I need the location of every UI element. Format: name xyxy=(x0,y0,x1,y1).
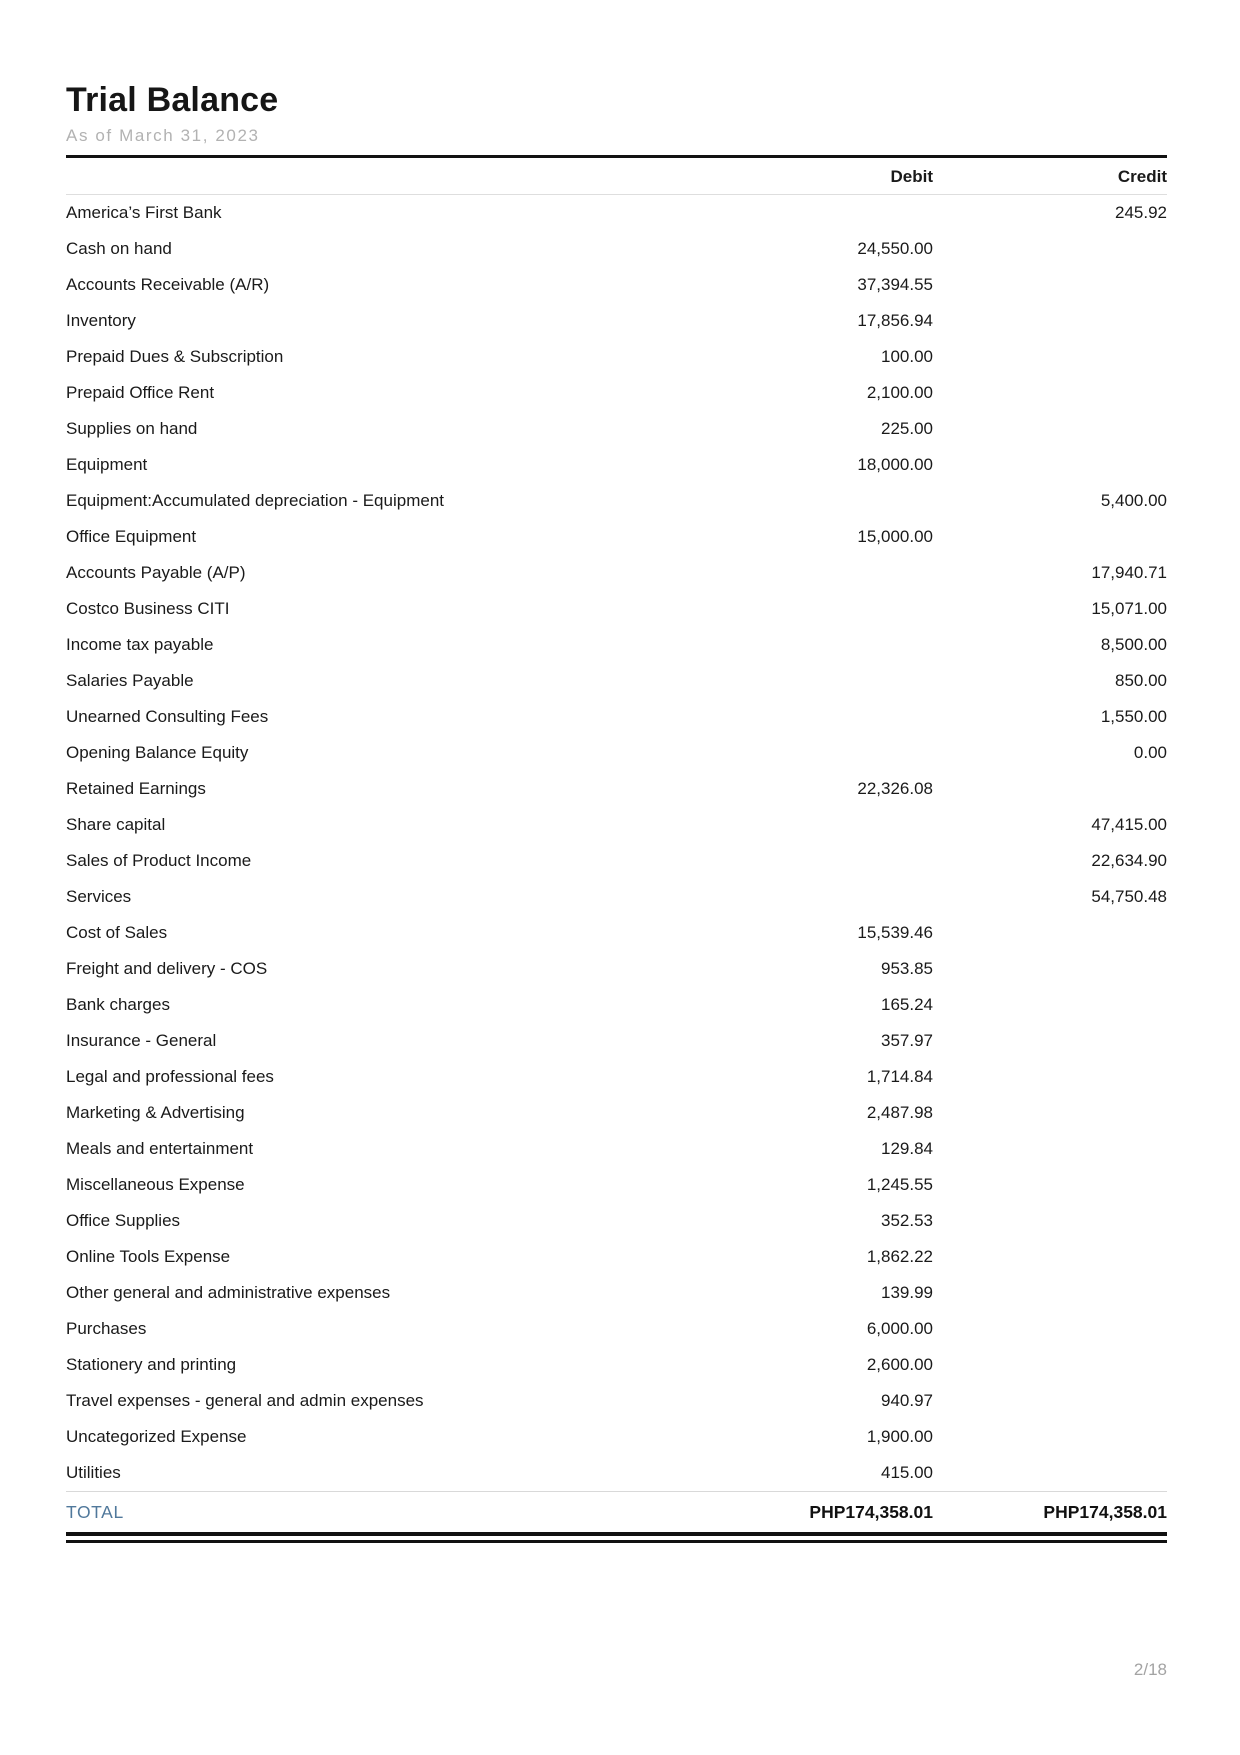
account-name: Prepaid Dues & Subscription xyxy=(66,347,284,367)
credit-value xyxy=(933,1275,1167,1311)
account-name: Costco Business CITI xyxy=(66,599,230,619)
table-row xyxy=(66,1167,1167,1203)
table-row xyxy=(66,1059,1167,1095)
debit-value: 352.53 xyxy=(881,1211,933,1231)
credit-value xyxy=(933,447,1167,483)
account-name: Income tax payable xyxy=(66,635,214,655)
table-row xyxy=(66,555,1167,591)
account-name: Accounts Receivable (A/R) xyxy=(66,275,270,295)
credit-value xyxy=(933,267,1167,303)
table-row xyxy=(66,951,1167,987)
credit-value xyxy=(933,1383,1167,1419)
account-name: Online Tools Expense xyxy=(66,1247,231,1267)
total-row xyxy=(66,1492,1167,1533)
header-row xyxy=(66,158,1167,195)
table-row xyxy=(66,663,1167,699)
account-name: Stationery and printing xyxy=(66,1355,237,1375)
table-row xyxy=(66,915,1167,951)
account-name: Cash on hand xyxy=(66,239,172,259)
total-double-underline xyxy=(66,1532,1167,1543)
account-name: Miscellaneous Expense xyxy=(66,1175,245,1195)
credit-value: 17,940.71 xyxy=(1091,563,1167,583)
credit-value xyxy=(933,1311,1167,1347)
credit-value: 15,071.00 xyxy=(1091,599,1167,619)
debit-value xyxy=(699,591,933,627)
credit-value: 5,400.00 xyxy=(1100,491,1167,511)
debit-value: 139.99 xyxy=(881,1283,933,1303)
account-name: Accounts Payable (A/P) xyxy=(66,563,246,583)
page-title: Trial Balance xyxy=(66,81,279,119)
account-name: Retained Earnings xyxy=(66,779,206,799)
account-column-header xyxy=(66,158,699,195)
credit-value: 54,750.48 xyxy=(1091,887,1167,907)
debit-value xyxy=(699,807,933,843)
table-row xyxy=(66,1311,1167,1347)
table-row xyxy=(66,879,1167,915)
table-row xyxy=(66,735,1167,771)
account-name: Office Supplies xyxy=(66,1211,181,1231)
debit-value: 2,100.00 xyxy=(866,383,933,403)
account-name: Travel expenses - general and admin expenses xyxy=(66,1391,424,1411)
account-name: Sales of Product Income xyxy=(66,851,252,871)
table-row xyxy=(66,519,1167,555)
credit-value: 22,634.90 xyxy=(1091,851,1167,871)
account-name: Utilities xyxy=(66,1463,121,1483)
account-name: Marketing & Advertising xyxy=(66,1103,245,1123)
account-name: Office Equipment xyxy=(66,527,197,547)
account-name: Share capital xyxy=(66,815,166,835)
debit-value: 129.84 xyxy=(881,1139,933,1159)
debit-value: 1,900.00 xyxy=(866,1427,933,1447)
account-name: Supplies on hand xyxy=(66,419,198,439)
debit-value xyxy=(699,627,933,663)
credit-value xyxy=(933,1059,1167,1095)
total-credit-value: PHP174,358.01 xyxy=(933,1492,1167,1533)
table-row xyxy=(66,1275,1167,1311)
credit-value xyxy=(933,303,1167,339)
debit-value: 17,856.94 xyxy=(857,311,933,331)
account-name: America’s First Bank xyxy=(66,203,222,223)
table-row xyxy=(66,1023,1167,1059)
account-name: Meals and entertainment xyxy=(66,1139,254,1159)
table-row xyxy=(66,267,1167,303)
table-row xyxy=(66,987,1167,1023)
table-row xyxy=(66,411,1167,447)
debit-value: 225.00 xyxy=(881,419,933,439)
credit-value: 0.00 xyxy=(1133,743,1167,763)
credit-value: 245.92 xyxy=(1115,203,1167,223)
account-name: Uncategorized Expense xyxy=(66,1427,247,1447)
table-row xyxy=(66,1095,1167,1131)
debit-value xyxy=(699,663,933,699)
table-row xyxy=(66,303,1167,339)
debit-value xyxy=(699,843,933,879)
account-name: Purchases xyxy=(66,1319,147,1339)
debit-value: 24,550.00 xyxy=(857,239,933,259)
debit-value: 953.85 xyxy=(881,959,933,979)
table-body xyxy=(66,195,1167,1492)
table-row xyxy=(66,1203,1167,1239)
debit-value: 165.24 xyxy=(881,995,933,1015)
credit-value xyxy=(933,771,1167,807)
table-row xyxy=(66,483,1167,519)
table-row xyxy=(66,591,1167,627)
account-name: Opening Balance Equity xyxy=(66,743,249,763)
debit-value xyxy=(699,699,933,735)
debit-value xyxy=(699,483,933,519)
credit-value xyxy=(933,1023,1167,1059)
table-footer xyxy=(66,1492,1167,1533)
total-label: TOTAL xyxy=(66,1492,699,1533)
debit-value: 18,000.00 xyxy=(857,455,933,475)
debit-value: 1,245.55 xyxy=(866,1175,933,1195)
debit-value: 1,714.84 xyxy=(866,1067,933,1087)
credit-value: 1,550.00 xyxy=(1100,707,1167,727)
account-name: Insurance - General xyxy=(66,1031,217,1051)
account-name: Equipment:Accumulated depreciation - Equipment xyxy=(66,491,444,511)
account-name: Legal and professional fees xyxy=(66,1067,274,1087)
debit-value xyxy=(699,195,933,232)
account-name: Bank charges xyxy=(66,995,170,1015)
debit-value xyxy=(699,555,933,591)
account-name: Freight and delivery - COS xyxy=(66,959,268,979)
debit-value xyxy=(699,735,933,771)
trial-balance-table xyxy=(66,158,1167,1532)
table-row xyxy=(66,1455,1167,1492)
table-row xyxy=(66,1347,1167,1383)
debit-value: 6,000.00 xyxy=(866,1319,933,1339)
table-row xyxy=(66,339,1167,375)
account-name: Other general and administrative expenses xyxy=(66,1283,391,1303)
table-row xyxy=(66,375,1167,411)
debit-value: 22,326.08 xyxy=(857,779,933,799)
credit-value xyxy=(933,915,1167,951)
credit-value xyxy=(933,375,1167,411)
page-number: 2/18 xyxy=(1133,1660,1167,1679)
table-row xyxy=(66,627,1167,663)
credit-value xyxy=(933,231,1167,267)
credit-value xyxy=(933,1131,1167,1167)
debit-value: 2,600.00 xyxy=(866,1355,933,1375)
account-name: Cost of Sales xyxy=(66,923,168,943)
table-row xyxy=(66,843,1167,879)
table-row xyxy=(66,231,1167,267)
credit-value xyxy=(933,1095,1167,1131)
credit-value xyxy=(933,411,1167,447)
credit-column-header: Credit xyxy=(933,158,1167,195)
debit-column-header: Debit xyxy=(699,158,933,195)
table-row xyxy=(66,1239,1167,1275)
credit-value xyxy=(933,951,1167,987)
account-name: Equipment xyxy=(66,455,148,475)
debit-value: 1,862.22 xyxy=(866,1247,933,1267)
credit-value xyxy=(933,1167,1167,1203)
table-row xyxy=(66,1419,1167,1455)
credit-value: 8,500.00 xyxy=(1100,635,1167,655)
credit-value: 850.00 xyxy=(1115,671,1167,691)
report-date-subtitle: As of March 31, 2023 xyxy=(66,126,260,146)
account-name: Services xyxy=(66,887,132,907)
credit-value xyxy=(933,1239,1167,1275)
debit-value: 415.00 xyxy=(881,1463,933,1483)
credit-value xyxy=(933,987,1167,1023)
credit-value xyxy=(933,1455,1167,1492)
table-row xyxy=(66,195,1167,232)
table-row xyxy=(66,807,1167,843)
credit-value: 47,415.00 xyxy=(1091,815,1167,835)
debit-value: 15,539.46 xyxy=(857,923,933,943)
account-name: Inventory xyxy=(66,311,136,331)
table-header xyxy=(66,158,1167,195)
credit-value xyxy=(933,519,1167,555)
account-name: Unearned Consulting Fees xyxy=(66,707,269,727)
credit-value xyxy=(933,1203,1167,1239)
account-name: Salaries Payable xyxy=(66,671,194,691)
table-row xyxy=(66,771,1167,807)
credit-value xyxy=(933,1347,1167,1383)
account-name: Prepaid Office Rent xyxy=(66,383,215,403)
debit-value xyxy=(699,879,933,915)
credit-value xyxy=(933,339,1167,375)
credit-value xyxy=(933,1419,1167,1455)
table-row xyxy=(66,1383,1167,1419)
table-row xyxy=(66,447,1167,483)
debit-value: 357.97 xyxy=(881,1031,933,1051)
total-debit-value: PHP174,358.01 xyxy=(699,1492,933,1533)
table-row xyxy=(66,1131,1167,1167)
debit-value: 100.00 xyxy=(881,347,933,367)
table-row xyxy=(66,699,1167,735)
debit-value: 940.97 xyxy=(881,1391,933,1411)
debit-value: 37,394.55 xyxy=(857,275,933,295)
debit-value: 2,487.98 xyxy=(866,1103,933,1123)
debit-value: 15,000.00 xyxy=(857,527,933,547)
